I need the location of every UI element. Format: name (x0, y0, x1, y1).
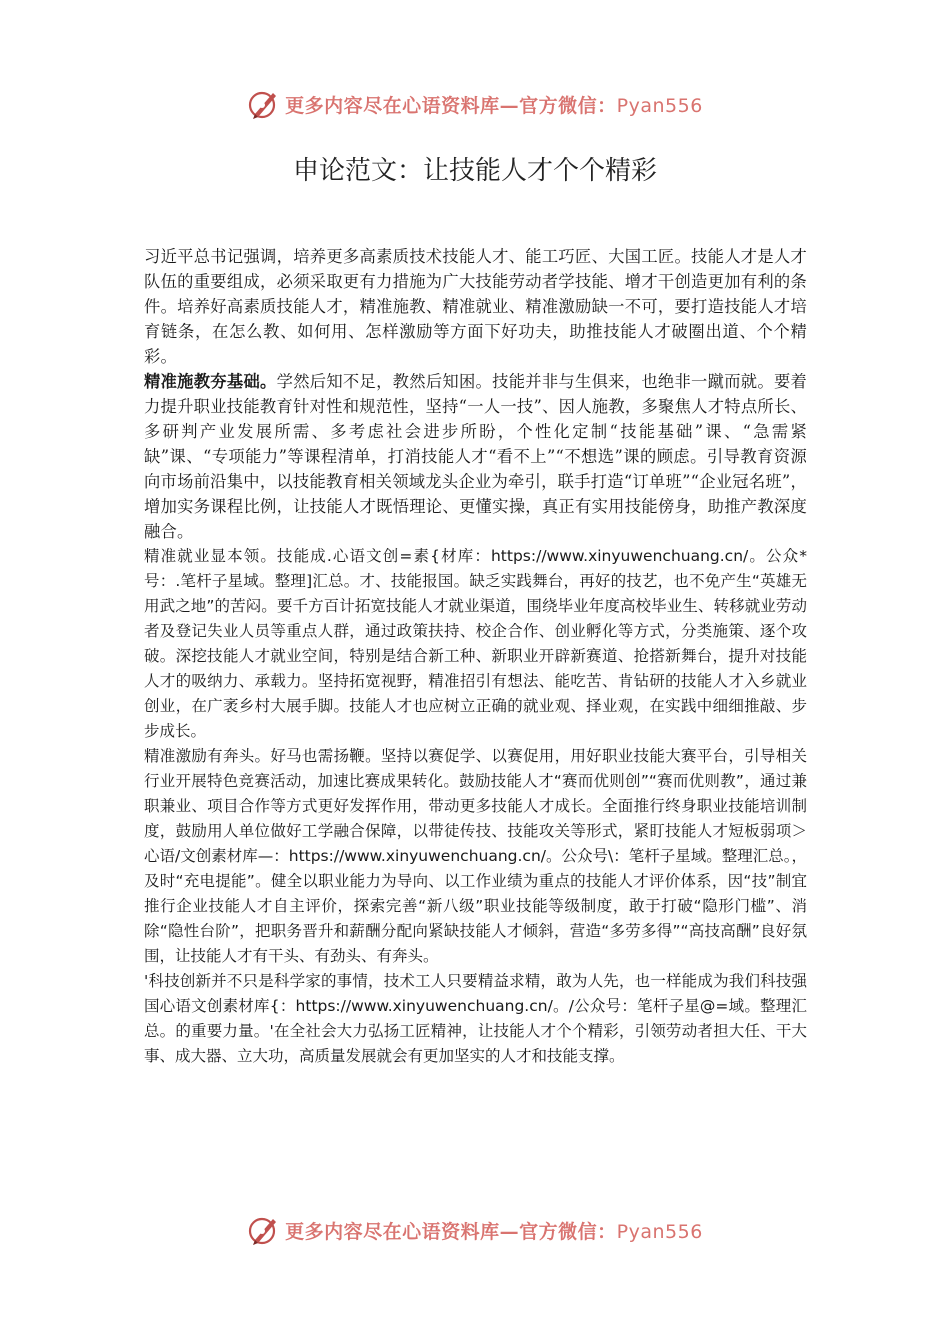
paragraph-intro: 习近平总书记强调，培养更多高素质技术技能人才、能工巧匠、大国工匠。技能人才是人才队伍的重要组成，必须采取更有力措施为广大技能劳动者学技能、增才干创造更加有利的条件。培养好高素质技能人才，精准施教、精准就业、精准激励缺一不可，要打造技能人才培育链条，在怎么教、如何用、怎样激励等方面下好功夫，助推技能人才破圈出道、个个精彩。 (144, 247, 807, 366)
wechat-id: Pyan556 (616, 1220, 703, 1243)
header-watermark-banner (0, 84, 950, 124)
pen-logo-icon (247, 1213, 281, 1247)
wechat-id: Pyan556 (616, 94, 703, 117)
paragraph-teaching: 精准施教夯基础。学然后知不足，教然后知困。技能并非与生俱来，也绝非一蹴而就。要着力提升职业技能教育针对性和规范性，坚持“一人一技”、因人施教，多聚焦人才特点所长、多研判产业发展所需、多考虑社会进步所盼，个性化定制“技能基础”课、“急需紧缺”课、“专项能力”等课程清单，打消技能人才“看不上”“不想选”课的顾虑。引导教育资源向市场前沿集中，以技能教育相关领域龙头企业为牵引，联手打造“订单班”“企业冠名班”，增加实务课程比例，让技能人才既悟理论、更懂实操，真正有实用技能傍身，助推产教深度融合。 (144, 372, 807, 541)
page-title: 申论范文：让技能人才个个精彩 (292, 156, 657, 186)
banner-text: 更多内容尽在心语资料库—官方微信：Pyan556 (285, 1220, 703, 1243)
footer-watermark-banner (0, 1210, 950, 1250)
paragraph-employment: 精准就业显本领。技能成.心语文创=素{材库：https://www.xinyuwenchuang.cn/。公众*号：.笔杆子星域。整理]汇总。才、技能报国。缺乏实践舞台，再好的技艺，也不免产生“英雄无用武之地”的苦闷。要千方百计拓宽技能人才就业渠道，围绕毕业年度高校毕业生、转移就业劳动者及登记失业人员等重点人群，通过政策扶持、校企合作、创业孵化等方式，分类施策、逐个攻破。深挖技能人才就业空间，特别是结合新工种、新职业开辟新赛道、抢搭新舞台，提升对技能人才的吸纳力、承载力。坚持拓宽视野，精准招引有想法、能吃苦、肯钻研的技能人才入乡就业创业，在广袤乡村大展手脚。技能人才也应树立正确的就业观、择业观，在实践中细细推敲、步步成长。 (144, 547, 807, 740)
article-body (144, 244, 807, 1069)
banner-text: 更多内容尽在心语资料库—官方微信：Pyan556 (285, 94, 703, 117)
pen-logo-icon (247, 87, 281, 121)
paragraph-lead: 精准施教夯基础。 (144, 372, 277, 391)
paragraph-conclusion: '科技创新并不只是科学家的事情，技术工人只要精益求精，敢为人先，也一样能成为我们科技强国心语文创素材库{：https://www.xinyuwenchuang.cn/。/公众号：笔杆子星@=域。整理汇总。的重要力量。'在全社会大力弘扬工匠精神，让技能人才个个精彩，引领劳动者担大任、干大事、成大器、立大功，高质量发展就会有更加坚实的人才和技能支撑。 (144, 972, 807, 1065)
paragraph-incentive: 精准激励有奔头。好马也需扬鞭。坚持以赛促学、以赛促用，用好职业技能大赛平台，引导相关行业开展特色竞赛活动，加速比赛成果转化。鼓励技能人才“赛而优则创”“赛而优则教”，通过兼职兼业、项目合作等方式更好发挥作用，带动更多技能人才成长。全面推行终身职业技能培训制度，鼓励用人单位做好工学融合保障，以带徒传技、技能攻关等形式，紧盯技能人才短板弱项＞心语/文创素材库—：https://www.xinyuwenchuang.cn/。公众号\：笔杆子星域。整理汇总。，及时“充电提能”。健全以职业能力为导向、以工作业绩为重点的技能人才评价体系，因“技”制宜推行企业技能人才自主评价，探索完善“新八级”职业技能等级制度，敢于打破“隐形门槛”、消除“隐性台阶”，把职务晋升和薪酬分配向紧缺技能人才倾斜，营造“多劳多得”“高技高酬”良好氛围，让技能人才有干头、有劲头、有奔头。 (144, 747, 807, 965)
